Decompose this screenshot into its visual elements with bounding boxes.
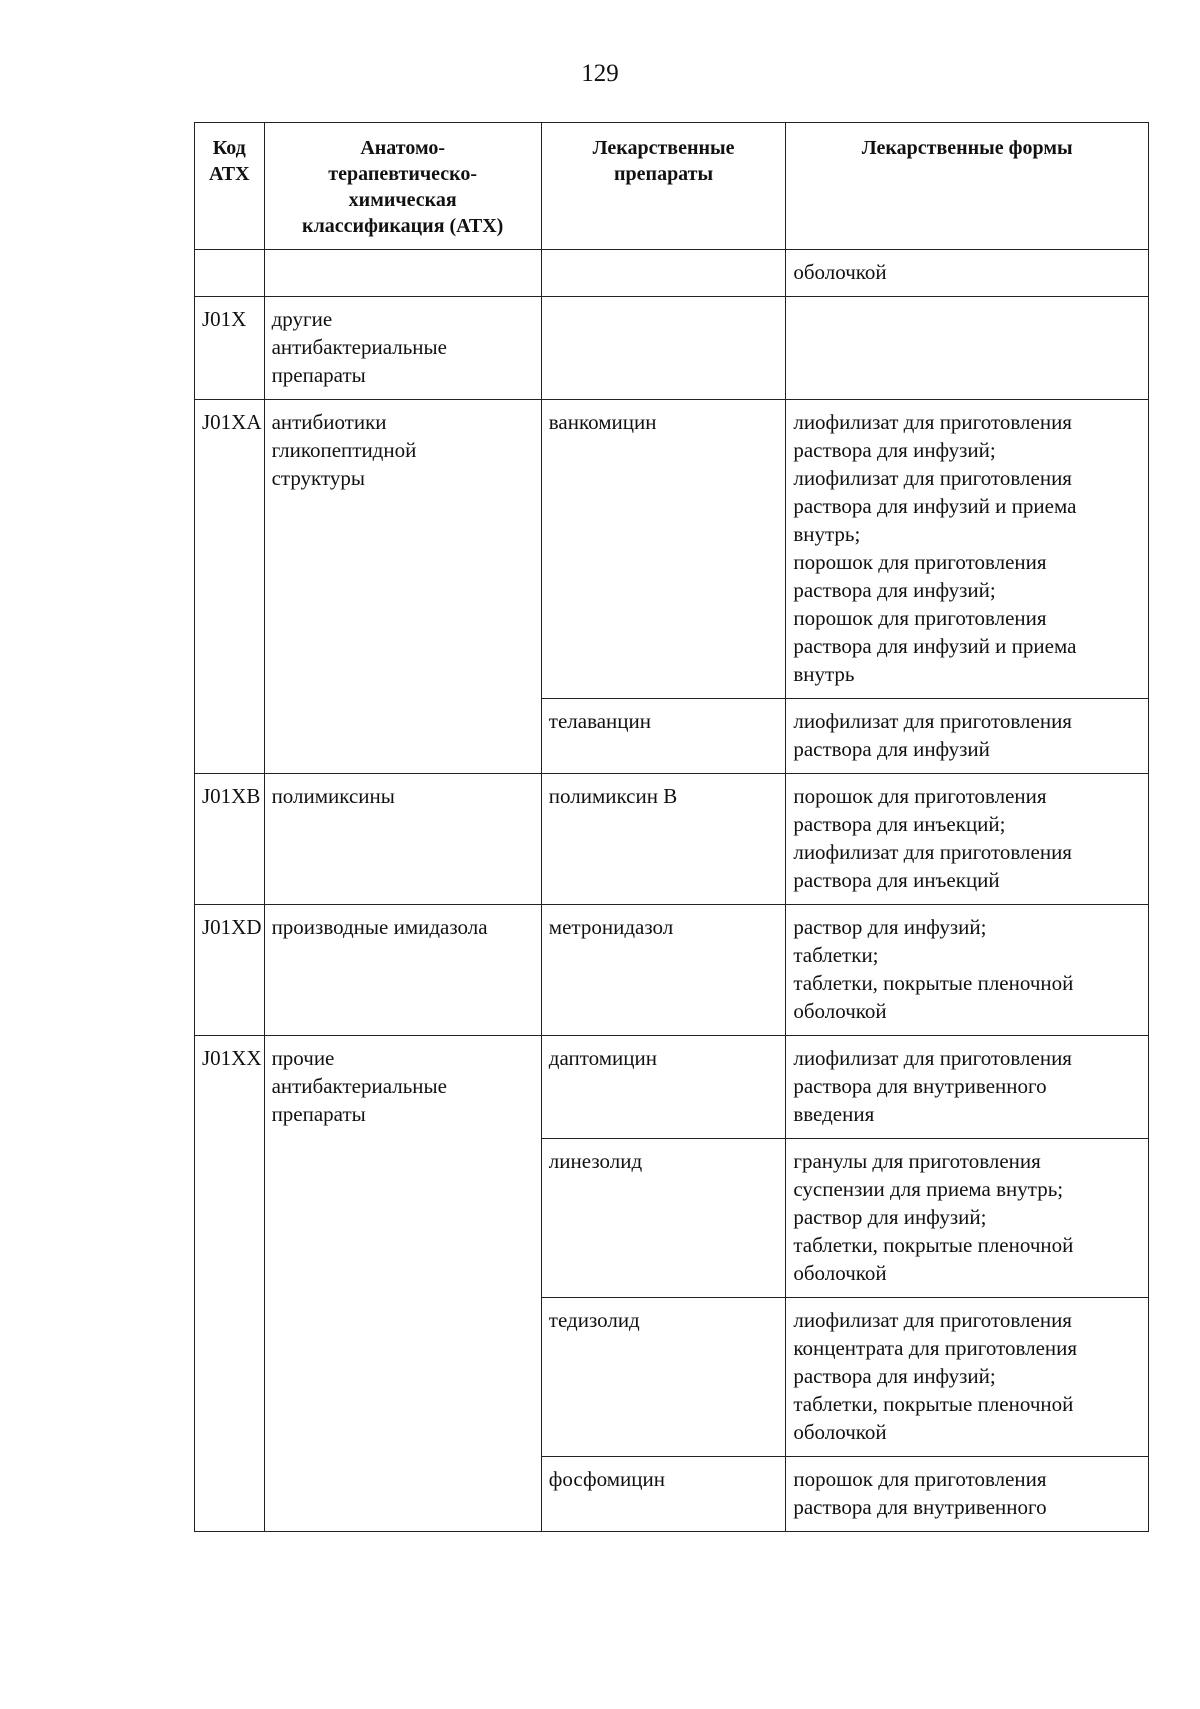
table-row (195, 400, 1149, 699)
atx-table (194, 122, 1149, 1532)
dosage-form-line: раствор для инфузий; (793, 915, 987, 939)
header-drugs (541, 123, 786, 250)
dosage-form-line: раствора для внутривенного (793, 1495, 1047, 1519)
dosage-forms-cell (786, 699, 1149, 774)
header-line: Лекарственные формы (861, 137, 1073, 159)
dosage-forms-cell (786, 400, 1149, 699)
atx-code-cell: J01XX (195, 1036, 265, 1532)
classification-line: прочие (271, 1046, 335, 1070)
dosage-form-line: лиофилизат для приготовления (793, 466, 1072, 490)
atx-classification-cell (264, 250, 541, 297)
dosage-form-line: оболочкой (793, 260, 887, 284)
dosage-form-line: таблетки, покрытые пленочной (793, 1392, 1074, 1416)
classification-line: производные имидазола (271, 915, 488, 939)
dosage-forms-cell (786, 297, 1149, 400)
atx-code-cell: J01X (195, 297, 265, 400)
dosage-form-line: порошок для приготовления (793, 784, 1047, 808)
dosage-form-line: лиофилизат для приготовления (793, 709, 1072, 733)
classification-line: антибактериальные (271, 1074, 447, 1098)
dosage-form-line: оболочкой (793, 999, 887, 1023)
dosage-form-line: раствора для инфузий и приема (793, 634, 1077, 658)
dosage-form-line: лиофилизат для приготовления (793, 840, 1072, 864)
atx-code-cell: J01XB (195, 774, 265, 905)
header-line: классификация (АТХ) (302, 215, 504, 237)
dosage-form-line: таблетки, покрытые пленочной (793, 971, 1074, 995)
drug-name-cell: ванкомицин (541, 400, 786, 699)
header-code (195, 123, 265, 250)
classification-line: антибактериальные (271, 335, 447, 359)
drug-name-cell: фосфомицин (541, 1457, 786, 1532)
classification-line: антибиотики (271, 410, 387, 434)
dosage-form-line: внутрь; (793, 522, 861, 546)
dosage-form-line: раствора для инъекций (793, 868, 1000, 892)
table-row (195, 250, 1149, 297)
atx-code-cell: J01XA (195, 400, 265, 774)
classification-line: другие (271, 307, 333, 331)
dosage-form-line: раствор для инфузий; (793, 1205, 987, 1229)
dosage-form-line: лиофилизат для приготовления (793, 410, 1072, 434)
classification-line: препараты (271, 1102, 366, 1126)
dosage-form-line: таблетки; (793, 943, 879, 967)
dosage-form-line: лиофилизат для приготовления (793, 1308, 1072, 1332)
header-line: Лекарственные (592, 137, 735, 159)
header-line: Анатомо- (360, 137, 445, 159)
drug-name-cell (541, 250, 786, 297)
classification-line: препараты (271, 363, 366, 387)
header-line: терапевтическо- (328, 163, 478, 185)
header-line: химическая (348, 189, 457, 211)
dosage-form-line: раствора для инъекций; (793, 812, 1006, 836)
dosage-forms-cell (786, 1298, 1149, 1457)
dosage-form-line: концентрата для приготовления (793, 1336, 1078, 1360)
classification-line: структуры (271, 466, 365, 490)
table-row (195, 297, 1149, 400)
dosage-form-line: таблетки, покрытые пленочной (793, 1233, 1074, 1257)
dosage-form-line: оболочкой (793, 1261, 887, 1285)
atx-classification-cell (264, 297, 541, 400)
atx-classification-cell (264, 1036, 541, 1532)
table-row (195, 774, 1149, 905)
table-row (195, 1036, 1149, 1139)
dosage-form-line: внутрь (793, 662, 855, 686)
dosage-forms-cell (786, 774, 1149, 905)
atx-classification-cell (264, 774, 541, 905)
classification-line: полимиксины (271, 784, 395, 808)
dosage-form-line: оболочкой (793, 1420, 887, 1444)
dosage-form-line: суспензии для приема внутрь; (793, 1177, 1064, 1201)
atx-classification-cell (264, 400, 541, 774)
table-body (195, 250, 1149, 1532)
page-number: 129 (581, 60, 619, 87)
drug-name-cell: телаванцин (541, 699, 786, 774)
dosage-form-line: лиофилизат для приготовления (793, 1046, 1072, 1070)
dosage-form-line: введения (793, 1102, 875, 1126)
dosage-forms-cell (786, 1457, 1149, 1532)
classification-line: гликопептидной (271, 438, 417, 462)
dosage-form-line: раствора для инфузий (793, 737, 990, 761)
atx-code-cell (195, 250, 265, 297)
dosage-form-line: раствора для внутривенного (793, 1074, 1047, 1098)
drug-name-cell: тедизолид (541, 1298, 786, 1457)
drug-name-cell: линезолид (541, 1139, 786, 1298)
atx-code-cell: J01XD (195, 905, 265, 1036)
dosage-form-line: порошок для приготовления (793, 606, 1047, 630)
header-line: препараты (614, 163, 714, 185)
dosage-form-line: порошок для приготовления (793, 550, 1047, 574)
drug-name-cell (541, 297, 786, 400)
header-line: АТХ (209, 163, 250, 185)
dosage-forms-cell (786, 1139, 1149, 1298)
drug-name-cell: даптомицин (541, 1036, 786, 1139)
drug-name-cell: метронидазол (541, 905, 786, 1036)
dosage-form-line: раствора для инфузий; (793, 438, 996, 462)
dosage-form-line: раствора для инфузий; (793, 1364, 996, 1388)
dosage-forms-cell (786, 905, 1149, 1036)
dosage-forms-cell (786, 1036, 1149, 1139)
table-header-row (195, 123, 1149, 250)
drug-name-cell: полимиксин В (541, 774, 786, 905)
dosage-form-line: порошок для приготовления (793, 1467, 1047, 1491)
dosage-forms-cell (786, 250, 1149, 297)
header-classification (264, 123, 541, 250)
table-row (195, 905, 1149, 1036)
dosage-form-line: гранулы для приготовления (793, 1149, 1041, 1173)
dosage-form-line: раствора для инфузий и приема (793, 494, 1077, 518)
header-forms (786, 123, 1149, 250)
dosage-form-line: раствора для инфузий; (793, 578, 996, 602)
atx-classification-cell (264, 905, 541, 1036)
header-line: Код (212, 137, 246, 159)
